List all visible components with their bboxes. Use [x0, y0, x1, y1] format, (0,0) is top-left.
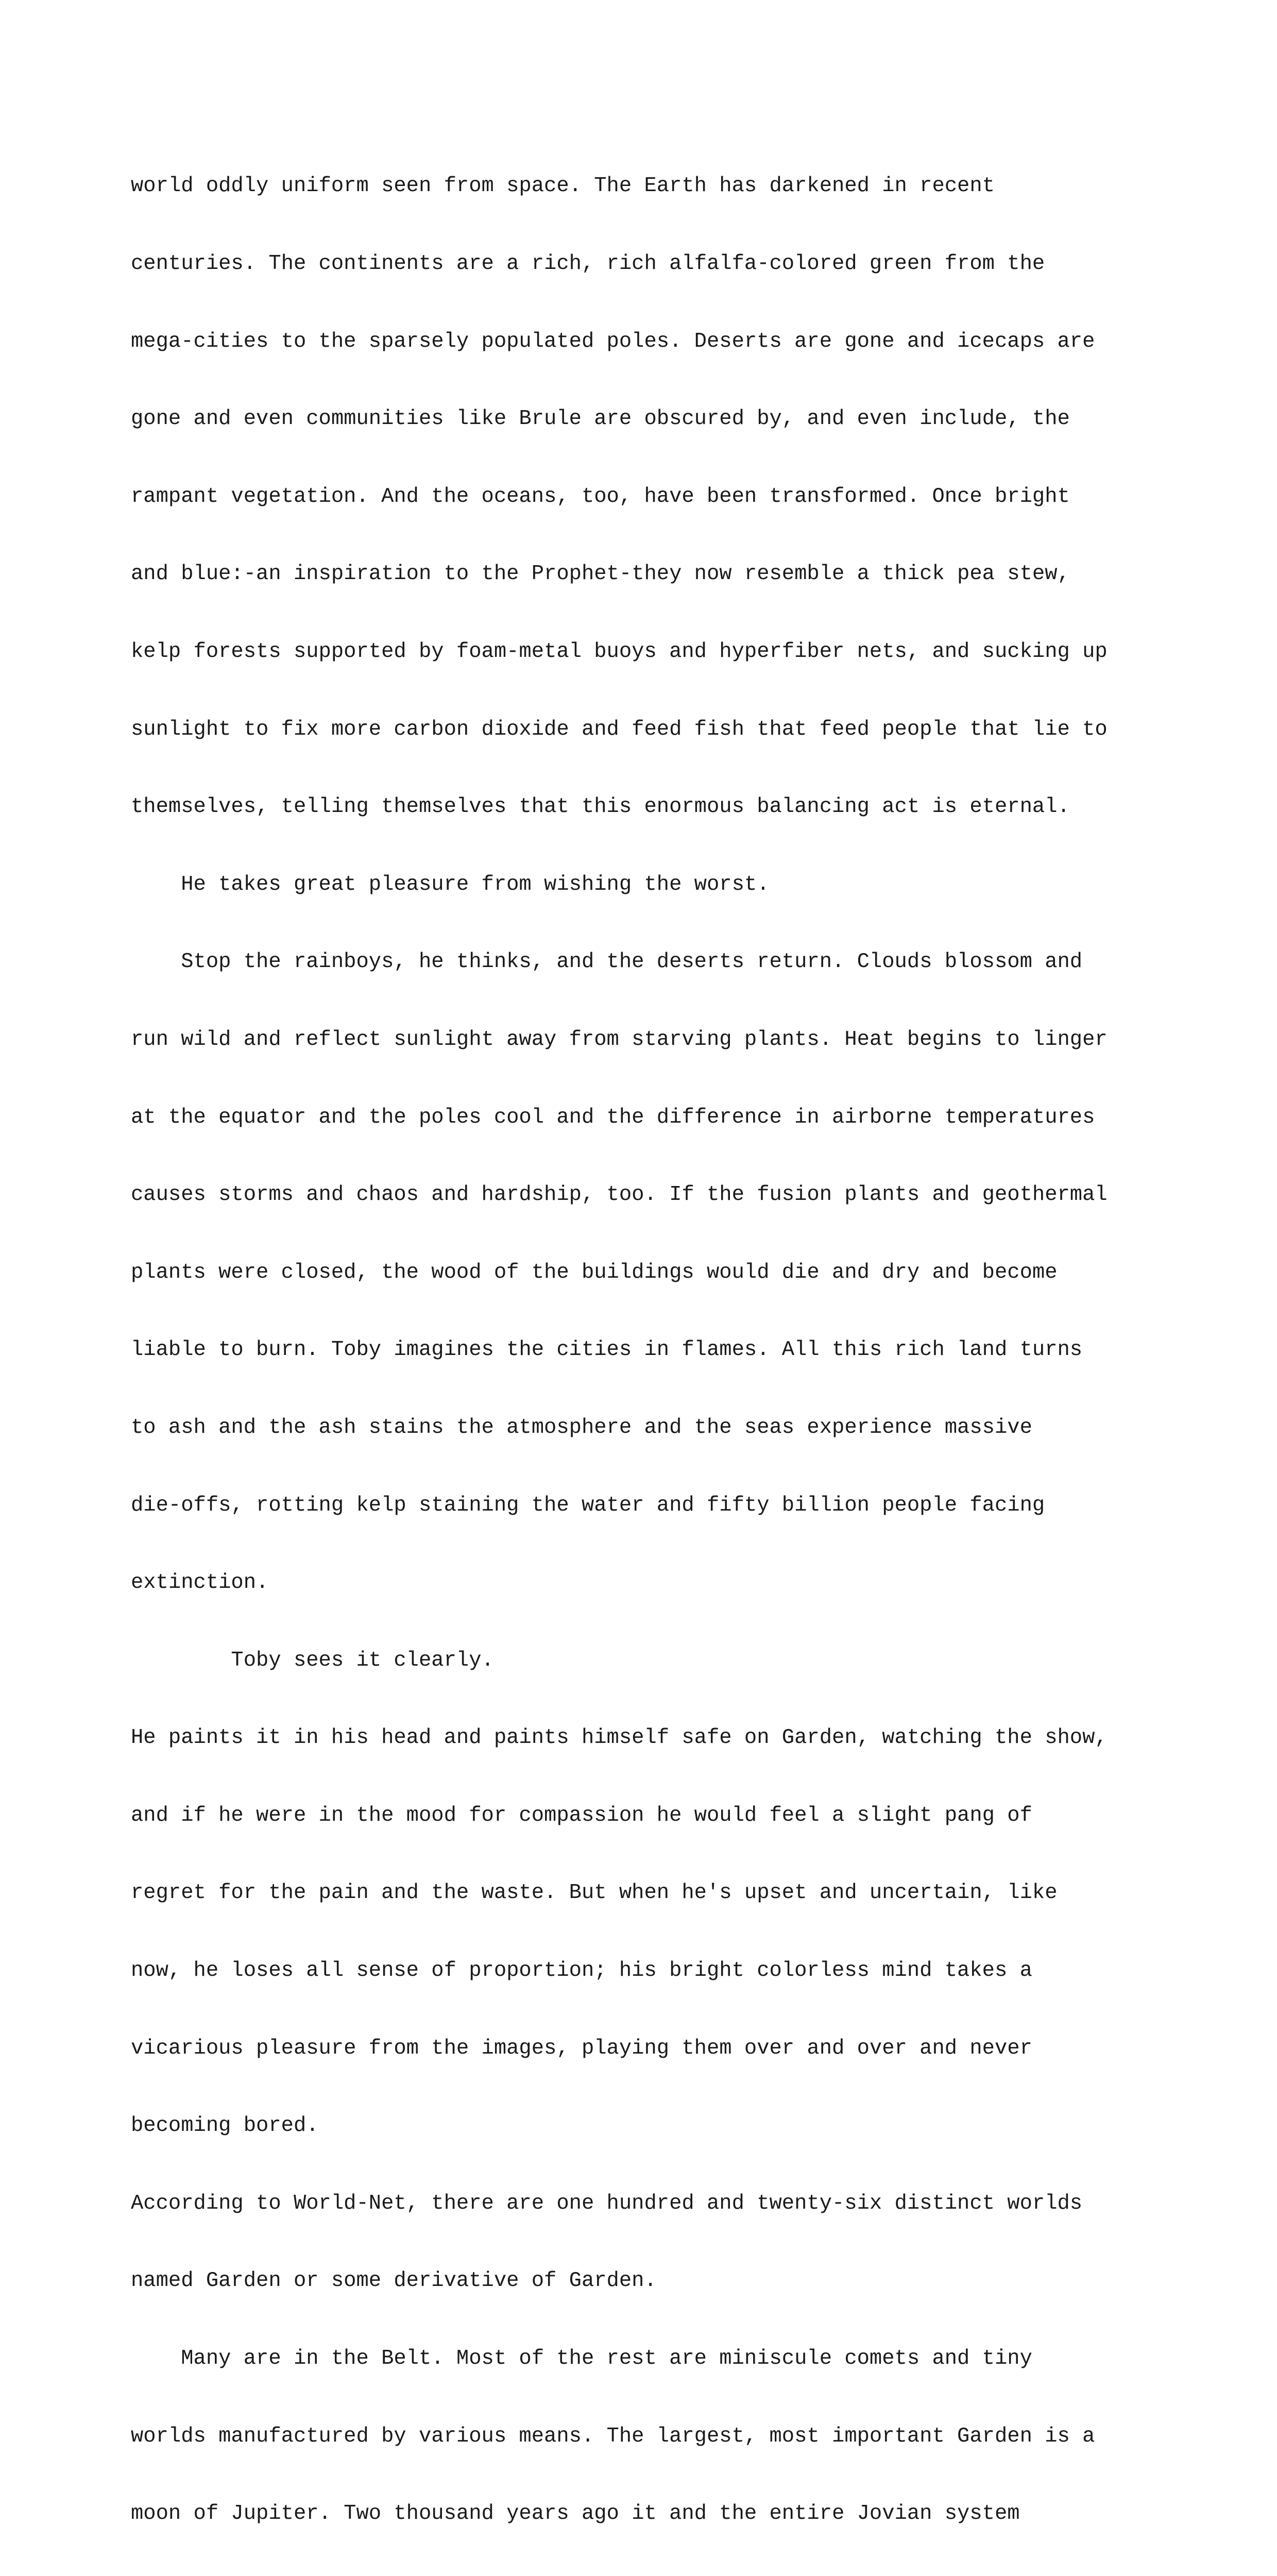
text-line: liable to burn. Toby imagines the cities in flames. All this rich land turns	[131, 1338, 1083, 1362]
text-line: mega-cities to the sparsely populated poles. Deserts are gone and icecaps are	[131, 329, 1095, 353]
text-line: He takes great pleasure from wishing the worst.	[131, 872, 770, 896]
text-line: and if he were in the mood for compassion he would feel a slight pang of	[131, 1803, 1032, 1827]
document-body	[131, 122, 1161, 2576]
text-line: centuries. The continents are a rich, rich alfalfa-colored green from the	[131, 252, 1045, 276]
text-line: named Garden or some derivative of Garden.	[131, 2269, 657, 2293]
text-line: becoming bored.	[131, 2114, 319, 2138]
text-line: According to World-Net, there are one hundred and twenty-six distinct worlds	[131, 2191, 1083, 2215]
text-line: causes storms and chaos and hardship, too. If the fusion plants and geothermal	[131, 1183, 1108, 1207]
text-line: moon of Jupiter. Two thousand years ago it and the entire Jovian system	[131, 2502, 1020, 2526]
text-line: at the equator and the poles cool and the difference in airborne temperatures	[131, 1105, 1095, 1129]
text-line: vicarious pleasure from the images, playing them over and over and never	[131, 2036, 1032, 2060]
text-line: regret for the pain and the waste. But when he's upset and uncertain, like	[131, 1881, 1058, 1905]
text-line: now, he loses all sense of proportion; his bright colorless mind takes a	[131, 1959, 1032, 1983]
text-line: gone and even communities like Brule are obscured by, and even include, the	[131, 407, 1070, 431]
text-line: Stop the rainboys, he thinks, and the deserts return. Clouds blossom and	[131, 950, 1083, 974]
text-line: worlds manufactured by various means. The largest, most important Garden is a	[131, 2424, 1095, 2448]
text-line: He paints it in his head and paints himself safe on Garden, watching the show,	[131, 1726, 1108, 1750]
text-line: extinction.	[131, 1571, 269, 1595]
text-line: die-offs, rotting kelp staining the water and fifty billion people facing	[131, 1493, 1045, 1517]
text-line: Many are in the Belt. Most of the rest are miniscule comets and tiny	[131, 2347, 1032, 2371]
text-line: themselves, telling themselves that this enormous balancing act is eternal.	[131, 795, 1070, 819]
text-line: run wild and reflect sunlight away from starving plants. Heat begins to linger	[131, 1027, 1108, 1052]
text-line: to ash and the ash stains the atmosphere and the seas experience massive	[131, 1415, 1032, 1439]
text-line: world oddly uniform seen from space. The Earth has darkened in recent	[131, 174, 995, 198]
text-line: plants were closed, the wood of the buildings would die and dry and become	[131, 1260, 1058, 1284]
text-line: Toby sees it clearly.	[131, 1648, 494, 1672]
text-line: rampant vegetation. And the oceans, too, have been transformed. Once bright	[131, 484, 1070, 509]
text-line: kelp forests supported by foam-metal buoys and hyperfiber nets, and sucking up	[131, 639, 1108, 664]
text-line: and blue:-an inspiration to the Prophet-they now resemble a thick pea stew,	[131, 562, 1070, 586]
text-line: sunlight to fix more carbon dioxide and feed fish that feed people that lie to	[131, 717, 1108, 741]
